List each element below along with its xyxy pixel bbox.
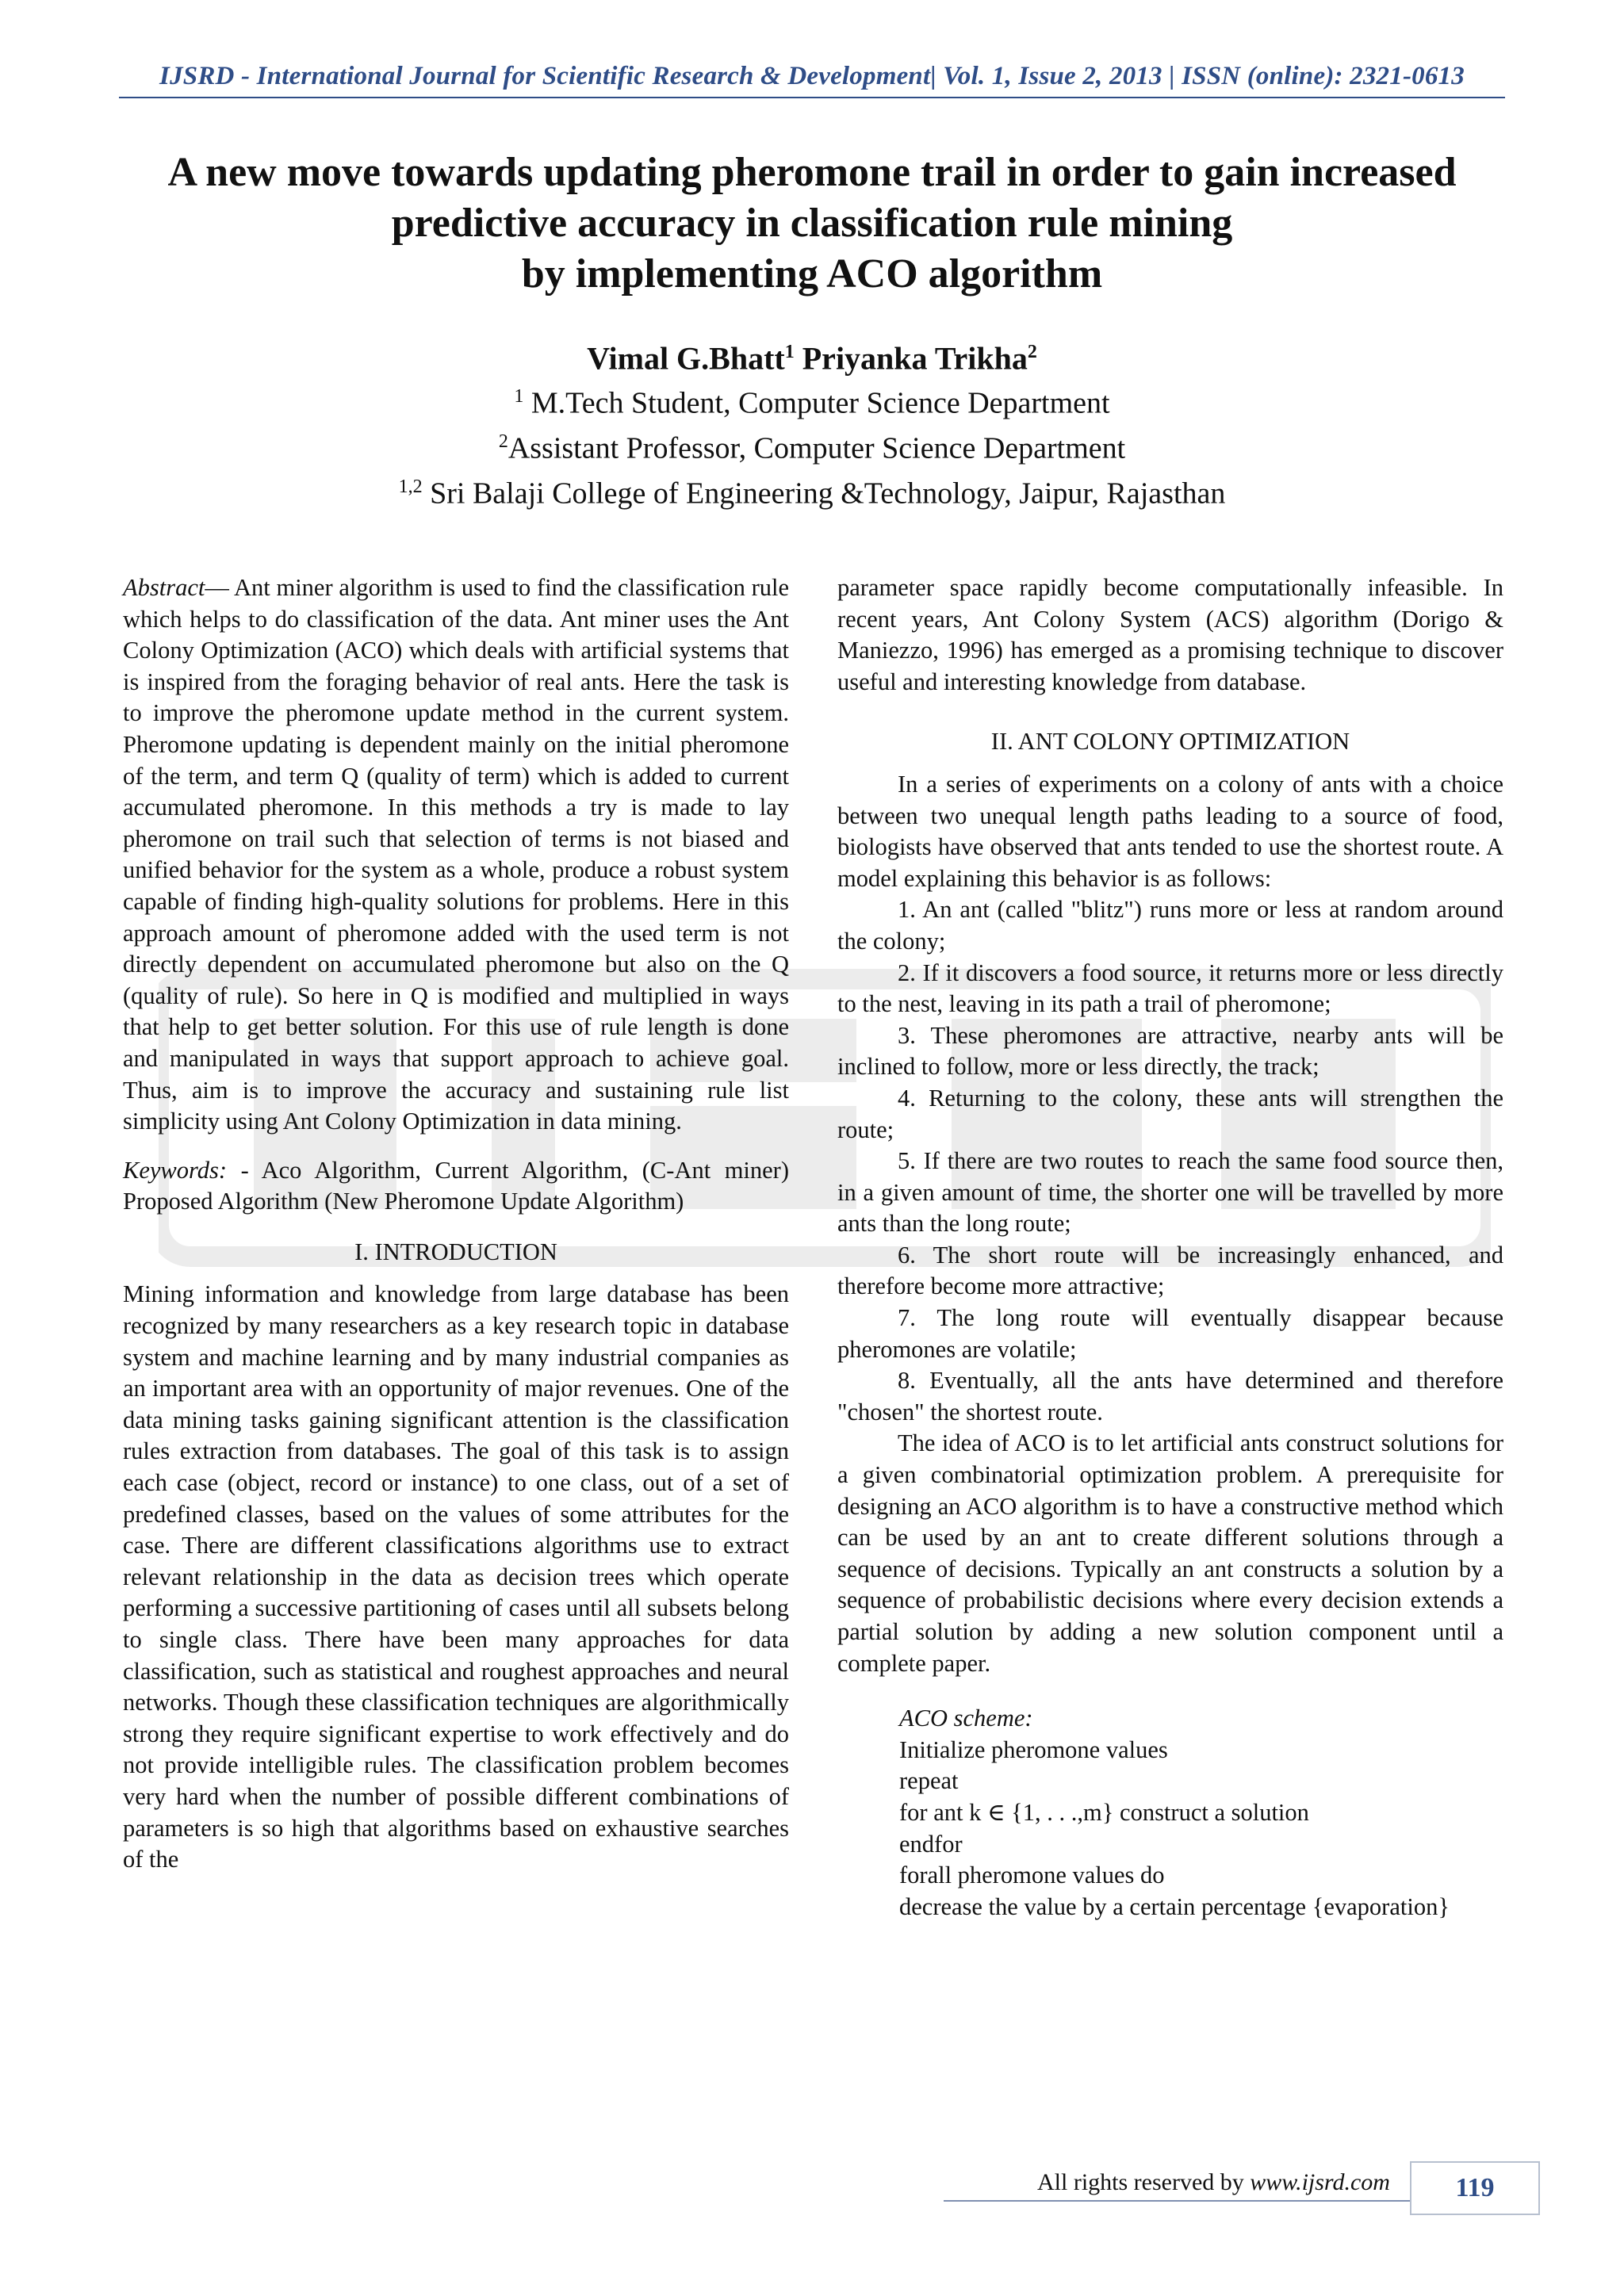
scheme-line: repeat (899, 1767, 959, 1795)
list-item: 6. The short route will be increasingly enhanced, and therefore become more attractive; (837, 1241, 1503, 1300)
abstract-text: Ant miner algorithm is used to find the classification rule which helps to do classification of the data. Ant miner uses the Ant Colony Optimization (ACO) which deals with artificial systems that is inspired from the foraging behavior of real ants. Here the task is to improve the pheromone update method in the current system. Pheromone updating is dependent mainly on the initial pheromone of the term, and term Q (quality of term) which is added to current accumulated pheromone. In this methods a try is made to lay pheromone on trail such that selection of terms is not biased and unified behavior for the system as a whole, produce a robust system capable of finding high-quality solutions for problems. Here in this approach amount of pheromone added with the used term is not directly dependent on accumulated pheromone but also on the Q (quality of rule). So here in Q is modified and multiplied in ways that help to get better solution. For this use of rule length is done and manipulated in ways that support approach to achieve goal. Thus, aim is to improve the accuracy and sustaining rule list simplicity using Ant Colony Optimization in data mining. (123, 574, 789, 1135)
abstract-paragraph (123, 572, 789, 1138)
left-column (123, 572, 789, 1876)
list-item: 8. Eventually, all the ants have determined and therefore "chosen" the shortest route. (837, 1367, 1503, 1425)
section-1-paragraph: Mining information and knowledge from large database has been recognized by many researchers as a key research topic in database system and machine learning and by many industrial companies as an important area with an opportunity of major revenues. One of the data mining tasks gaining significant attention is the classification rules extraction from databases. The goal of this task is to assign each case (object, record or instance) to one class, out of a set of predefined classes, based on the values of some attributes for the case. There are different classifications algorithms use to extract relevant relationship in the data as decision trees which operate performing a successive partitioning of cases until all subsets belong to single class. There have been many approaches for data classification, such as statistical and roughest approaches and neural networks. Though these classification techniques are algorithmically strong they require significant expertise to work effectively and do not provide intelligible rules. The classification problem becomes very hard when the number of possible different combinations of parameters is so high that algorithms based on exhaustive searches of the (123, 1280, 789, 1873)
title-line-2: predictive accuracy in classification rule mining (391, 201, 1233, 246)
paper-title (87, 147, 1537, 300)
author-2-sup: 2 (1027, 342, 1037, 362)
page-number: 119 (1410, 2161, 1540, 2215)
affiliation-3-sup: 1,2 (398, 476, 423, 497)
title-line-1: A new move towards updating pheromone trail in order to gain increased (167, 150, 1457, 195)
header-divider (119, 97, 1505, 98)
section-2-heading: II. ANT COLONY OPTIMIZATION (990, 728, 1350, 756)
right-column (837, 572, 1503, 1923)
section-1-heading: I. INTRODUCTION (354, 1238, 557, 1265)
footer-url-link[interactable]: www.ijsrd.com (1250, 2169, 1390, 2195)
scheme-line: forall pheromone values do (899, 1862, 1165, 1889)
affiliation-1 (119, 377, 1505, 423)
affiliation-2 (119, 423, 1505, 468)
list-item: 3. These pheromones are attractive, nearby ants will be inclined to follow, more or less directly, the track; (837, 1021, 1503, 1081)
affiliation-1-sup: 1 (514, 386, 524, 408)
list-item: 2. If it discovers a food source, it returns more or less directly to the nest, leaving in its path a trail of pheromone; (837, 959, 1503, 1018)
footer-rights (1037, 2169, 1390, 2196)
keywords-text: - Aco Algorithm, Current Algorithm, (C-Ant miner) Proposed Algorithm (New Pheromone Update Algorithm) (123, 1156, 789, 1215)
title-line-3: by implementing ACO algorithm (521, 251, 1103, 297)
abstract-dash: — (205, 574, 234, 601)
aco-scheme-label: ACO scheme: (899, 1705, 1033, 1732)
affiliation-3-text: Sri Balaji College of Engineering &Technology, Jaipur, Rajasthan (430, 476, 1226, 511)
affiliation-2-sup: 2 (498, 430, 508, 452)
section-1-continuation: parameter space rapidly become computationally infeasible. In recent years, Ant Colony System (ACS) algorithm (Dorigo & Maniezzo, 1996) has emerged as a promising technique to discover useful and interesting knowledge from database. (837, 574, 1503, 695)
affiliation-3 (119, 468, 1505, 513)
affiliation-1-text: M.Tech Student, Computer Science Department (530, 386, 1110, 420)
keywords-paragraph (123, 1155, 789, 1218)
author-2-name: Priyanka Trikha (802, 340, 1028, 377)
author-names (119, 333, 1505, 377)
author-1-sup: 1 (784, 342, 795, 362)
author-1-name: Vimal G.Bhatt (587, 340, 785, 377)
author-block (119, 333, 1505, 512)
list-item: 5. If there are two routes to reach the same food source then, in a given amount of time, the shorter one will be travelled by more ants than the long route; (837, 1147, 1503, 1238)
scheme-line: decrease the value by a certain percentage {evaporation} (899, 1892, 1450, 1920)
list-item: 1. An ant (called "blitz") runs more or less at random around the colony; (837, 896, 1503, 955)
list-item: 4. Returning to the colony, these ants will strengthen the route; (837, 1084, 1503, 1143)
affiliation-2-text: Assistant Professor, Computer Science Department (508, 431, 1126, 465)
keywords-label: Keywords: (123, 1156, 228, 1184)
footer-rights-text: All rights reserved by (1037, 2169, 1251, 2195)
scheme-line: Initialize pheromone values (899, 1735, 1168, 1763)
section-2-intro: In a series of experiments on a colony of ants with a choice between two unequal length paths leading to a source of food, biologists have observed that ants tended to use the shortest route. A model explaining this behavior is as follows: (837, 770, 1503, 892)
scheme-line: for ant k ∈ {1, . . .,m} construct a solution (899, 1798, 1309, 1826)
journal-header: IJSRD - International Journal for Scientific Research & Development| Vol. 1, Issue 2, 2013 | ISSN (online): 2321-0613 (159, 62, 1465, 90)
scheme-line: endfor (899, 1830, 963, 1858)
section-2-idea: The idea of ACO is to let artificial ants construct solutions for a given combinatorial optimization problem. A prerequisite for designing an ACO algorithm is to have a constructive method which can be used by an ant to create different solutions through a sequence of decisions. Typically an ant constructs a solution by a sequence of probabilistic decisions where every decision extends a partial solution by adding a new solution component until a complete paper. (837, 1429, 1503, 1677)
aco-scheme (899, 1703, 1503, 1923)
list-item: 7. The long route will eventually disappear because pheromones are volatile; (837, 1304, 1503, 1363)
abstract-label: Abstract (123, 574, 205, 601)
